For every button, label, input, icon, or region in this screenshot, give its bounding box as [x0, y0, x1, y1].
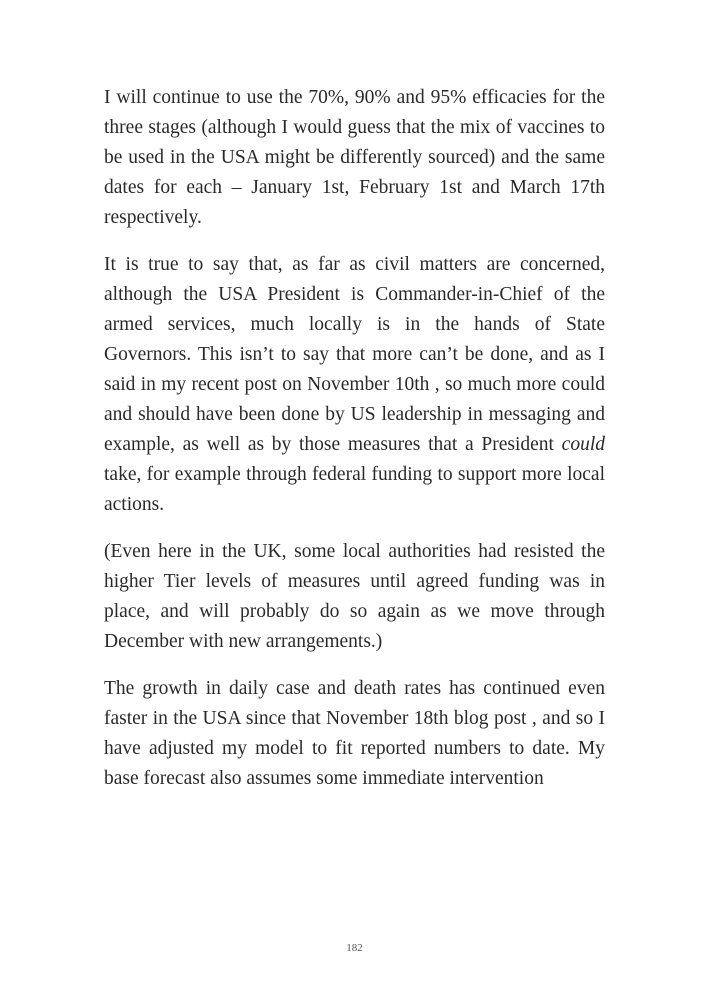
paragraph-us-governance	[104, 250, 605, 520]
paragraph-uk-local-authorities: (Even here in the UK, some local authorities had resisted the higher Tier levels of measures until agreed funding was in place, and will probably do so again as we move through December with new arrangements.)	[104, 541, 605, 652]
paragraph-us-governance-text-before: It is true to say that, as far as civil matters are concerned, although the USA President is Commander-in-Chief of the armed services, much locally is in the hands of State Governors. This isn’t to say that more can’t be done, and as I said in my recent post on November 10th , so much more could and should have been done by US leadership in messaging and example, as well as by those measures that a President	[104, 254, 605, 455]
paragraph-growth-rates: The growth in daily case and death rates has continued even faster in the USA since that November 18th blog post , and so I have adjusted my model to fit reported numbers to date. My base forecast also assumes some immediate intervention	[104, 678, 605, 789]
emphasis-could: could	[561, 434, 605, 455]
paragraph-vaccine-efficacies: I will continue to use the 70%, 90% and 95% efficacies for the three stages (although I would guess that the mix of vaccines to be used in the USA might be differently sourced) and the same dates for each – January 1st, February 1st and March 17th respectively.	[104, 87, 605, 228]
paragraph-us-governance-text-after: take, for example through federal funding to support more local actions.	[104, 464, 605, 515]
body-text	[104, 83, 605, 794]
page-number: 182	[346, 942, 363, 954]
